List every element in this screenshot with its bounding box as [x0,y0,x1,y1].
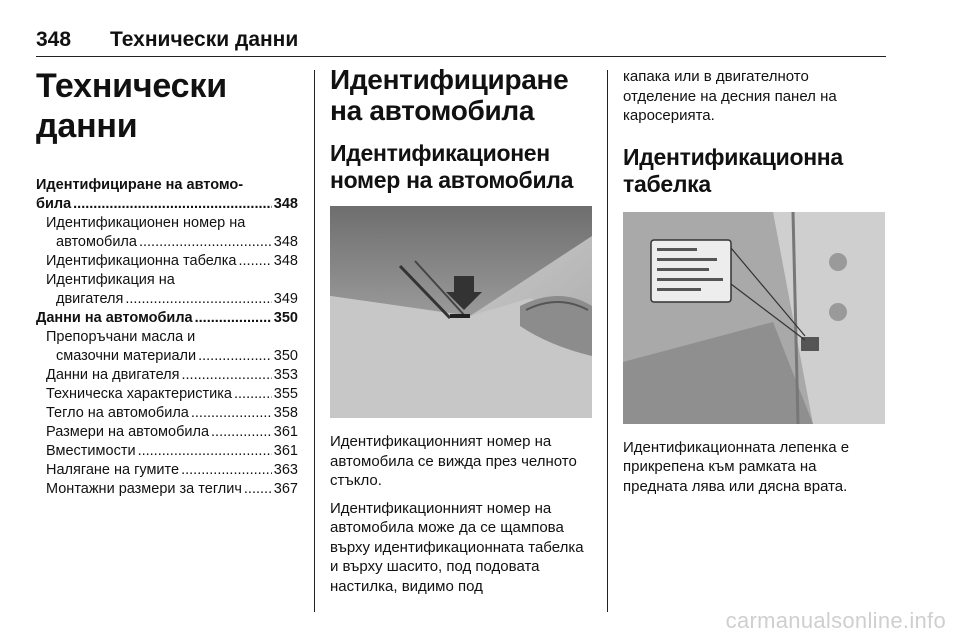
vin-windshield-image [330,206,592,418]
toc-leader-dots [244,480,272,499]
toc-entry[interactable] [36,328,298,366]
table-of-contents [36,176,298,499]
toc-label: смазочни материали [56,348,197,364]
toc-label: Монтажни размери за теглич [46,481,242,497]
toc-label: двигателя [56,291,124,307]
toc-page-number: 350 [273,348,298,364]
column-divider [607,70,608,612]
toc-leader-dots [138,442,272,461]
toc-entry[interactable] [36,214,298,252]
toc-label: Идентификационен номер на [46,215,246,231]
vin-column [330,60,592,604]
toc-leader-dots [139,233,272,252]
toc-leader-dots [238,252,271,271]
toc-label: Тегло на автомобила [46,405,189,421]
toc-entry[interactable] [36,442,298,461]
toc-entry[interactable] [36,366,298,385]
toc-entry[interactable] [36,252,298,271]
id-plate-image [623,212,885,424]
toc-label: Идентификация на [46,272,175,288]
toc-chapter-entry[interactable] [36,176,298,214]
toc-label: автомобила [56,234,137,250]
column-divider [314,70,315,612]
section-title: Идентифициране на автомобила [330,64,569,126]
toc-page-number: 353 [273,367,298,383]
toc-label: Идентификационна табелка [46,253,237,269]
toc-page-number: 349 [273,291,298,307]
toc-entry[interactable] [36,480,298,499]
body-paragraph: Идентификационният номер на автомобила се вижда през челното стъкло. [330,433,577,489]
toc-label: Данни на двигателя [46,367,180,383]
toc-leader-dots [125,290,271,309]
toc-entry[interactable] [36,404,298,423]
toc-label: Размери на автомобила [46,424,210,440]
toc-leader-dots [73,195,272,214]
toc-label: Идентифициране на автомо- [36,177,244,193]
toc-page-number: 348 [273,196,298,212]
toc-column [36,60,298,499]
toc-entry[interactable] [36,461,298,480]
toc-leader-dots [181,366,271,385]
toc-chapter-entry[interactable] [36,309,298,328]
page-header [36,26,886,57]
toc-label: била [36,196,72,212]
toc-leader-dots [191,404,272,423]
toc-entry[interactable] [36,423,298,442]
toc-entry[interactable] [36,385,298,404]
toc-page-number: 361 [273,443,298,459]
toc-page-number: 367 [273,481,298,497]
toc-page-number: 361 [273,424,298,440]
toc-label: Вместимости [46,443,136,459]
toc-page-number: 358 [273,405,298,421]
body-paragraph: Идентификационният номер на автомобила може да се щампова върху идентификационната табелка и върху шасито, под подовата настилка, видимо под [330,499,584,595]
toc-page-number: 355 [273,386,298,402]
toc-leader-dots [181,461,272,480]
subsection-title: Идентификационен номер на автомобила [330,140,574,193]
toc-page-number: 348 [273,253,298,269]
toc-page-number: 363 [273,462,298,478]
toc-label: Налягане на гумите [46,462,180,478]
chapter-title: Технически данни [36,67,227,145]
continued-paragraph: капака или в двигателното отделение на десния панел на каросерията. [623,68,837,124]
toc-page-number: 350 [273,310,298,326]
toc-label: Препоръчани масла и [46,329,196,345]
plate-column [623,60,885,496]
body-paragraph: Идентификационната лепенка е прикрепена към рамката на предната лява или дясна врата. [623,438,850,495]
page-number: 348 [36,28,72,51]
toc-label: Данни на автомобила [36,310,193,326]
toc-label: Техническа характеристика [46,386,232,402]
subsection-title: Идентификационна табелка [623,143,843,197]
toc-page-number: 348 [273,234,298,250]
toc-leader-dots [234,385,272,404]
toc-leader-dots [211,423,272,442]
toc-entry[interactable] [36,271,298,309]
running-title: Технически данни [110,28,299,51]
toc-leader-dots [198,347,272,366]
toc-leader-dots [195,309,272,328]
watermark: carmanualsonline.info [725,608,946,633]
